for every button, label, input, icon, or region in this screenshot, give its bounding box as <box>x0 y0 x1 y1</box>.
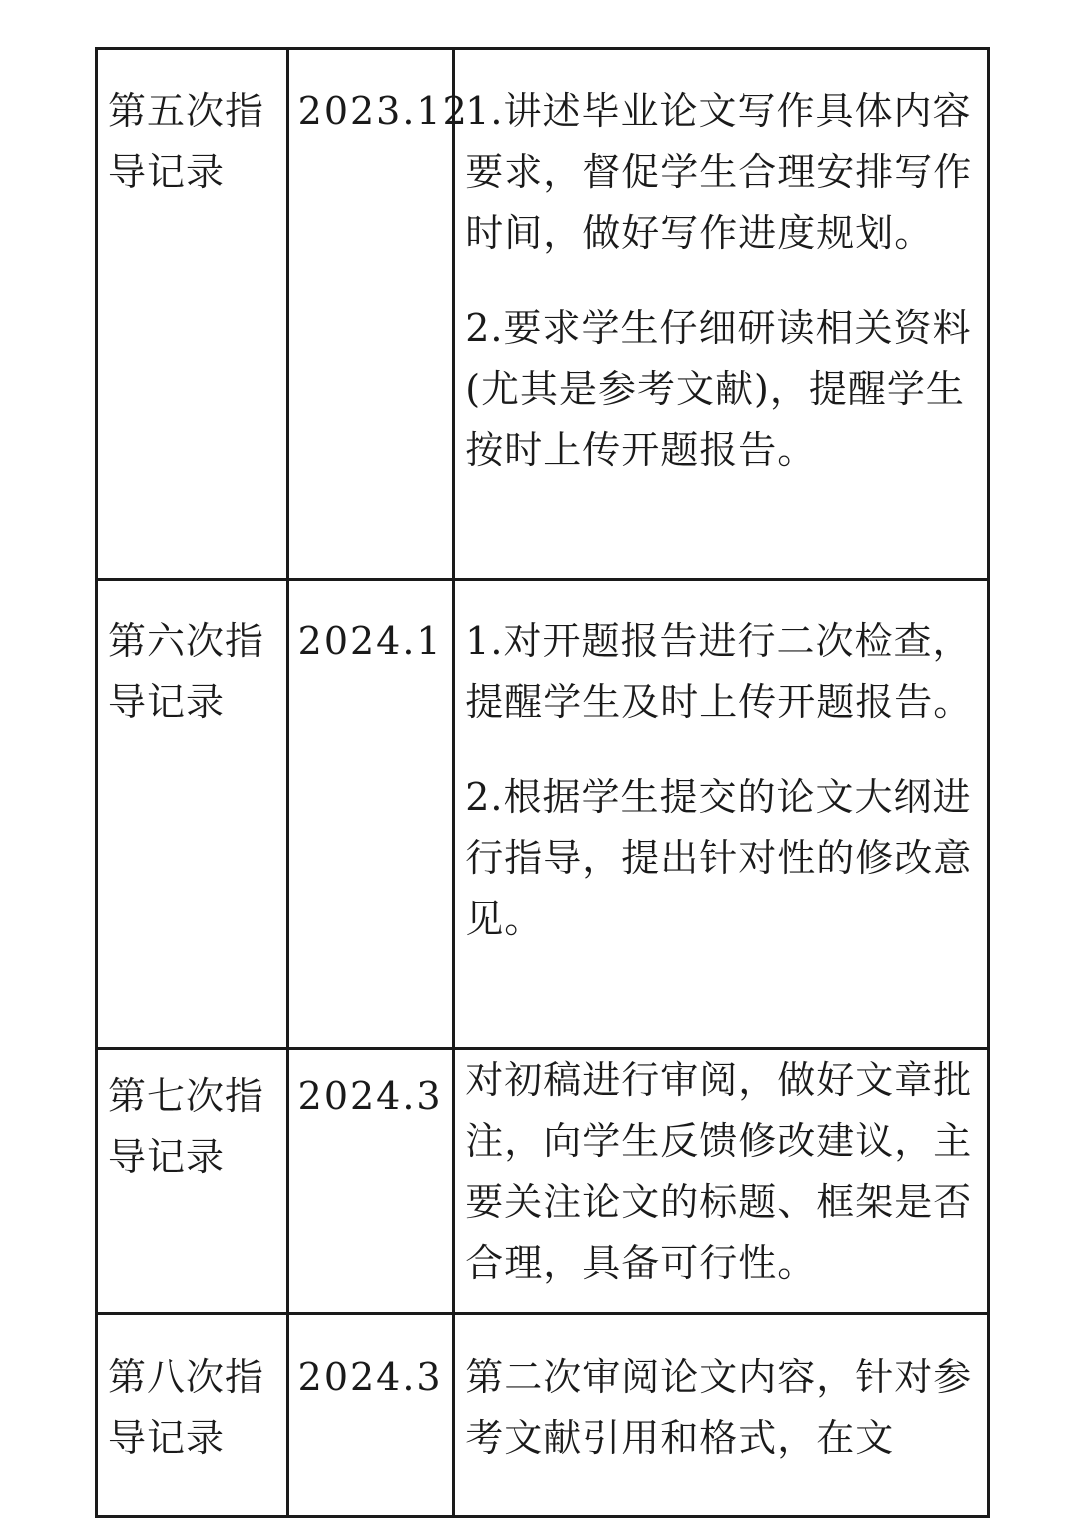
record-title-cell: 第八次指导记录 <box>97 1314 288 1517</box>
guidance-record-table <box>95 47 990 1518</box>
record-title-cell: 第六次指导记录 <box>97 580 288 1049</box>
record-paragraph: 2.根据学生提交的论文大纲进行指导，提出针对性的修改意见。 <box>465 775 973 941</box>
record-paragraph: 2.要求学生仔细研读相关资料(尤其是参考文献)，提醒学生按时上传开题报告。 <box>465 306 972 472</box>
table-row <box>97 49 989 580</box>
record-content-cell <box>454 580 989 1049</box>
record-paragraph: 第二次审阅论文内容，针对参考文献引用和格式，在文 <box>465 1355 973 1460</box>
record-date-cell: 2024.3 <box>287 1049 454 1314</box>
table-row <box>97 580 989 1049</box>
record-paragraph: 1.对开题报告进行二次检查，提醒学生及时上传开题报告。 <box>465 619 973 724</box>
table-row <box>97 1049 989 1314</box>
record-title-cell: 第七次指导记录 <box>97 1049 288 1314</box>
record-date-cell: 2024.3 <box>287 1314 454 1517</box>
record-title-cell: 第五次指导记录 <box>97 49 288 580</box>
record-paragraph: 对初稿进行审阅，做好文章批注，向学生反馈修改建议，主要关注论文的标题、框架是否合理，具备可行性。 <box>465 1058 973 1285</box>
record-paragraph: 1.讲述毕业论文写作具体内容要求，督促学生合理安排写作时间，做好写作进度规划。 <box>465 89 973 255</box>
record-content-cell <box>454 1314 989 1517</box>
record-date-cell: 2024.1 <box>287 580 454 1049</box>
record-content-cell <box>454 1049 989 1314</box>
record-date-cell: 2023.12 <box>287 49 454 580</box>
record-content-cell <box>454 49 989 580</box>
table-row <box>97 1314 989 1517</box>
